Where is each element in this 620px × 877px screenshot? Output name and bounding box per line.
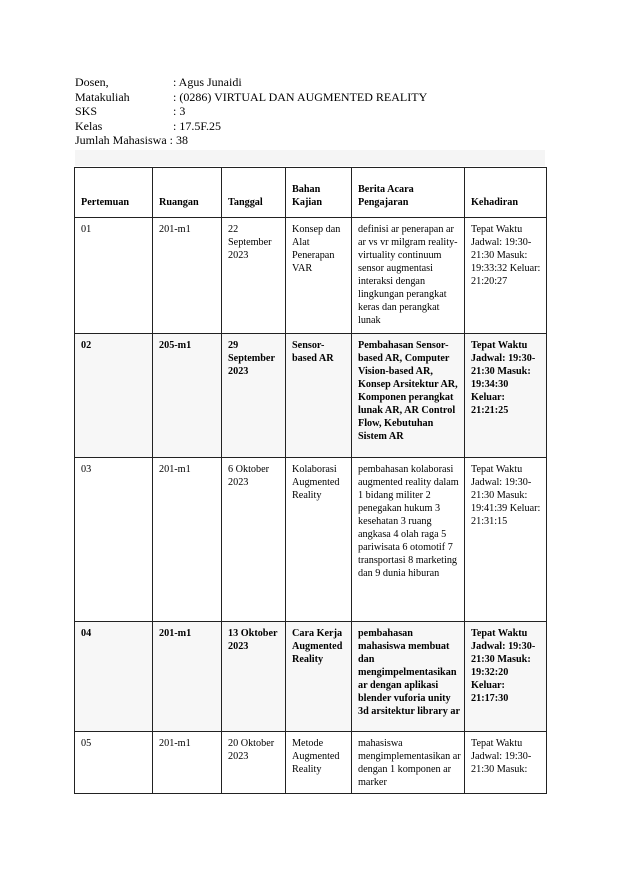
table-row	[75, 458, 547, 622]
jumlah-row	[75, 133, 427, 148]
dosen-label: Dosen,	[75, 75, 109, 89]
cell-pertemuan: 05	[75, 732, 153, 794]
cell-berita: definisi ar penerapan ar ar vs vr milgram reality-virtuality continuum sensor augmentasi interaksi dengan lingkungan perangkat keras dan perangkat lunak	[352, 218, 465, 334]
dosen-row	[75, 75, 427, 90]
matakuliah-label: Matakuliah	[75, 89, 130, 104]
table-row	[75, 732, 547, 794]
table-row	[75, 622, 547, 732]
cell-bahan: Cara Kerja Augmented Reality	[286, 622, 352, 732]
kelas-row	[75, 119, 427, 134]
cell-ruangan: 201-m1	[153, 732, 222, 794]
cell-pertemuan: 02	[75, 334, 153, 458]
col-header-berita-acara: Berita Acara Pengajaran	[352, 168, 465, 218]
sks-row	[75, 104, 427, 119]
cell-berita: Pembahasan Sensor-based AR, Computer Vision-based AR, Konsep Arsitektur AR, Komponen perangkat lunak AR, AR Control Flow, Kebutuhan Sistem AR	[352, 334, 465, 458]
cell-bahan: Sensor-based AR	[286, 334, 352, 458]
col-header-tanggal: Tanggal	[222, 168, 286, 218]
matakuliah-value: : (0286) VIRTUAL DAN AUGMENTED REALITY	[173, 89, 428, 104]
table-row	[75, 334, 547, 458]
matakuliah-row	[75, 90, 427, 105]
kelas-value: : 17.5F.25	[173, 118, 222, 133]
sks-value: : 3	[173, 104, 186, 119]
cell-tanggal: 29 September 2023	[222, 334, 286, 458]
col-header-pertemuan: Pertemuan	[75, 168, 153, 218]
cell-bahan: Metode Augmented Reality	[286, 732, 352, 794]
dosen-value: : Agus Junaidi	[173, 75, 242, 89]
cell-ruangan: 205-m1	[153, 334, 222, 458]
col-header-ruangan: Ruangan	[153, 168, 222, 218]
cell-tanggal: 22 September 2023	[222, 218, 286, 334]
col-header-kehadiran: Kehadiran	[465, 168, 547, 218]
cell-ruangan: 201-m1	[153, 622, 222, 732]
sks-label: SKS	[75, 104, 98, 119]
cell-tanggal: 13 Oktober 2023	[222, 622, 286, 732]
cell-tanggal: 6 Oktober 2023	[222, 458, 286, 622]
cell-kehadiran: Tepat Waktu Jadwal: 19:30-21:30 Masuk: 19:41:39 Keluar: 21:31:15	[465, 458, 547, 622]
jumlah-label: Jumlah Mahasiswa	[75, 133, 167, 148]
cell-berita: pembahasan kolaborasi augmented reality dalam 1 bidang militer 2 penegakan hukum 3 kesehatan 3 ruang angkasa 4 olah raga 5 pariwisata 6 otomotif 7 transportasi 8 marketing dan 9 dunia hiburan	[352, 458, 465, 622]
cell-bahan: Kolaborasi Augmented Reality	[286, 458, 352, 622]
cell-ruangan: 201-m1	[153, 458, 222, 622]
cell-bahan: Konsep dan Alat Penerapan VAR	[286, 218, 352, 334]
attendance-table	[74, 167, 547, 794]
cell-kehadiran: Tepat Waktu Jadwal: 19:30-21:30 Masuk: 19:33:32 Keluar: 21:20:27	[465, 218, 547, 334]
cell-kehadiran: Tepat Waktu Jadwal: 19:30-21:30 Masuk: 19:34:30 Keluar: 21:21:25	[465, 334, 547, 458]
cell-pertemuan: 03	[75, 458, 153, 622]
cell-tanggal: 20 Oktober 2023	[222, 732, 286, 794]
kelas-label: Kelas	[75, 118, 103, 133]
cell-ruangan: 201-m1	[153, 218, 222, 334]
cell-pertemuan: 04	[75, 622, 153, 732]
cell-berita: mahasiswa mengimplementasikan ar dengan 1 komponen ar marker	[352, 732, 465, 794]
cell-kehadiran: Tepat Waktu Jadwal: 19:30-21:30 Masuk: 19:32:20 Keluar: 21:17:30	[465, 622, 547, 732]
cell-pertemuan: 01	[75, 218, 153, 334]
course-info-header	[75, 75, 427, 148]
jumlah-value: : 38	[169, 133, 188, 148]
cell-berita: pembahasan mahasiswa membuat dan mengimpelmentasikan ar dengan aplikasi blender vuforia unity 3d arsitektur library ar	[352, 622, 465, 732]
cell-kehadiran: Tepat Waktu Jadwal: 19:30-21:30 Masuk:	[465, 732, 547, 794]
col-header-bahan-kajian: Bahan Kajian	[286, 168, 352, 218]
header-band	[75, 150, 545, 166]
table-header-row	[75, 168, 547, 218]
table-row	[75, 218, 547, 334]
